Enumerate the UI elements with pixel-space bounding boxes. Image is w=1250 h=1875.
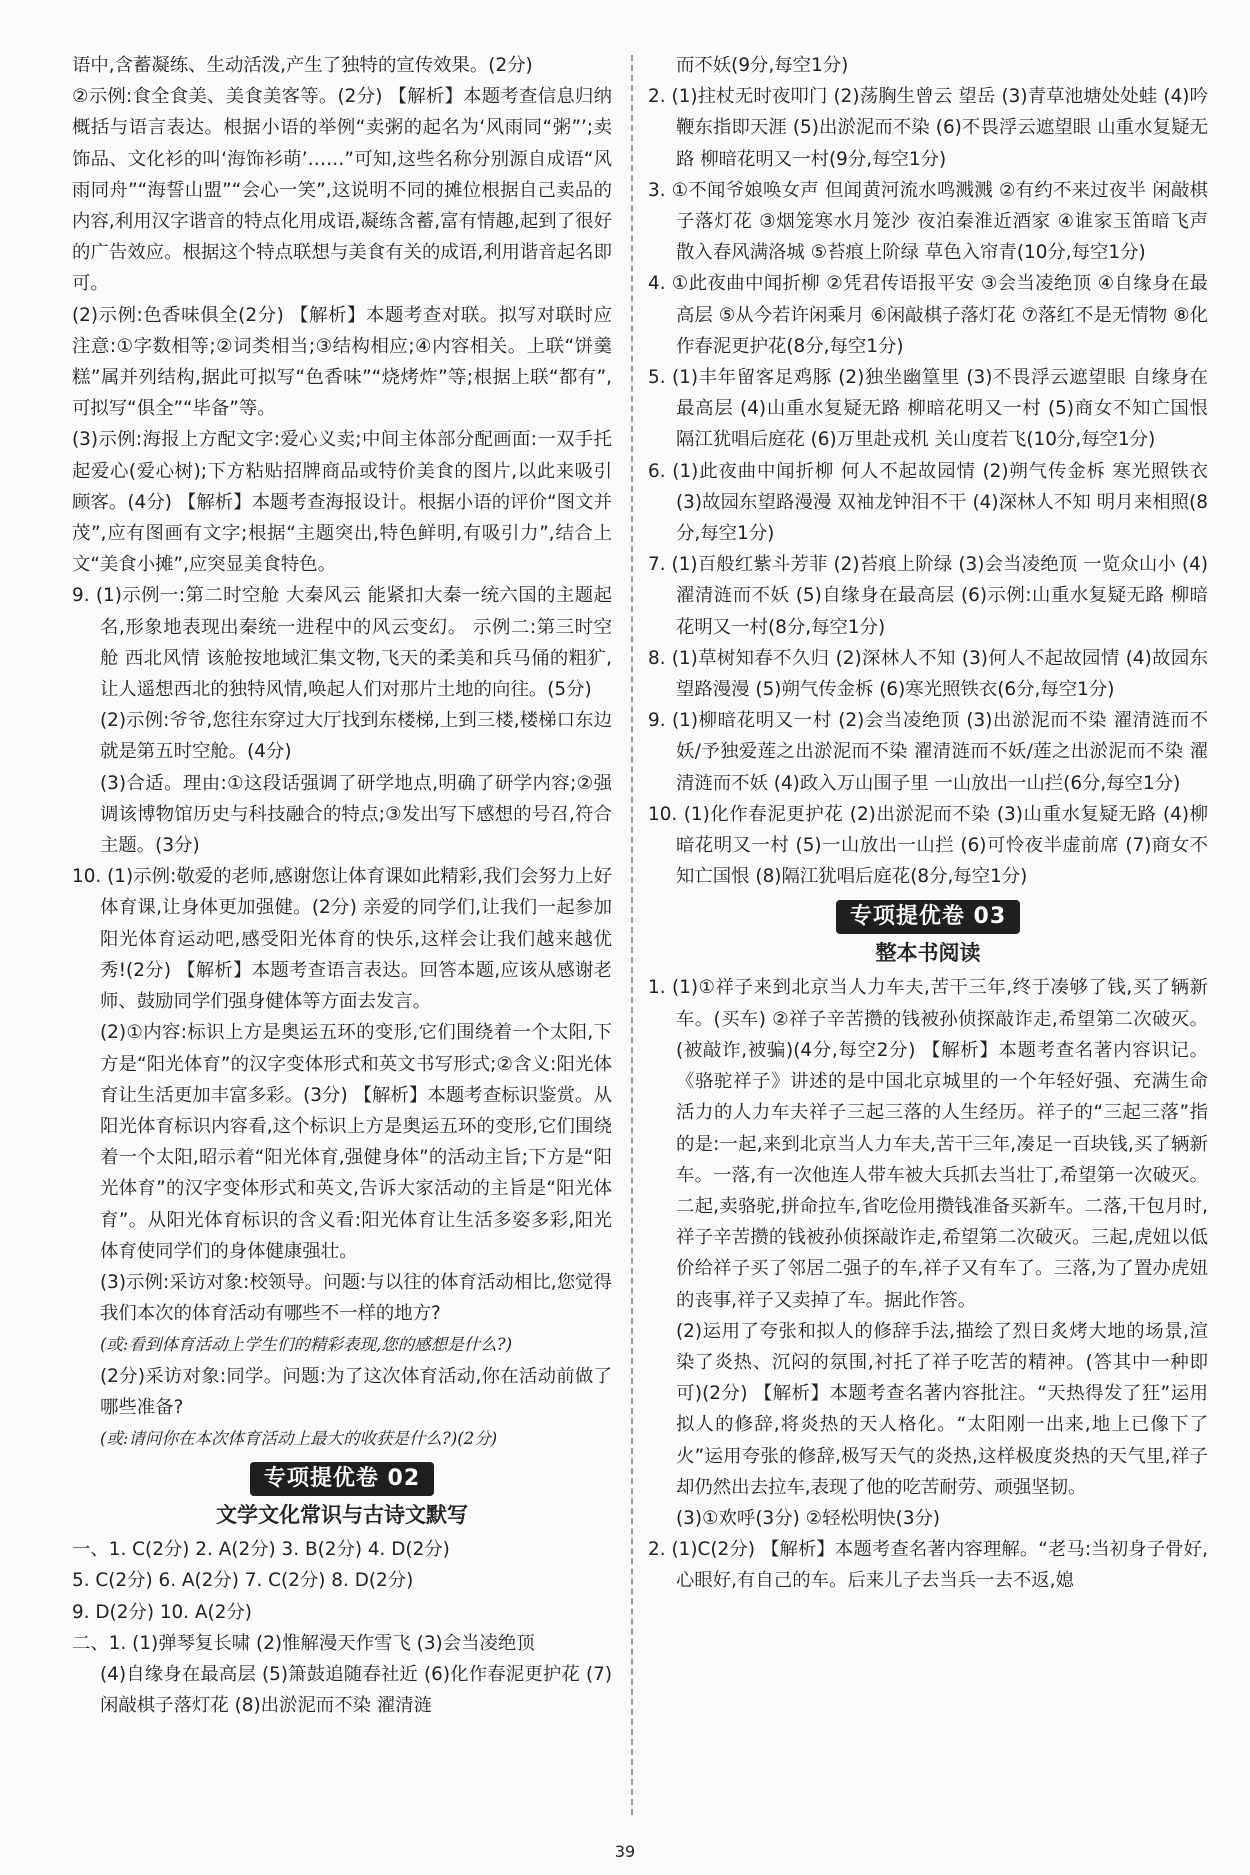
answer-paragraph: (2)①内容:标识上方是奥运五环的变形,它们围绕着一个太阳,下方是“阳光体育”的汉字变体形式和英文书写形式;②含义:阳光体育让生活更加丰富多彩。(3分) 【解析】本题考查标识鉴赏。从阳光体育标识内容看,这个标识上方是奥运五环的变形,它们围绕着一个太阳,昭示着“阳光体育,强健身体”的活动主旨;下方是“阳光体育”的汉字变体形式和英文,告诉大家活动的主旨是“阳光体育”。从阳光体育标识的含义看:阳光体育让生活多姿多彩,阳光体育使同学们的身体健康强壮。 [100,1022,612,1262]
column-divider [631,55,633,1815]
answer-paragraph: 9. (1)柳暗花明又一村 (2)会当凌绝顶 (3)出淤泥而不染 濯清涟而不妖/予独爱莲之出淤泥而不染 濯清涟而不妖/莲之出淤泥而不染 濯清涟而不妖 (4)政入万山围子里 一山放出一山拦(6分,每空1分) [648,710,1208,794]
answer-paragraph: 10. (1)化作春泥更护花 (2)出淤泥而不染 (3)山重水复疑无路 (4)柳暗花明又一村 (5)一山放出一山拦 (6)可怜夜半虚前席 (7)商女不知亡国恨 (8)隔江犹唱后庭花(8分,每空1分) [648,803,1208,888]
answer-paragraph: 8. (1)草树知春不久归 (2)深林人不知 (3)何人不起故园情 (4)故园东望路漫漫 (5)朔气传金柝 (6)寒光照铁衣(6分,每空1分) [648,647,1208,701]
section-03-answer-list [648,972,1208,1596]
section-02-banner: 专项提优卷 02 [250,1462,434,1496]
answer-paragraph: 二、1. (1)弹琴复长啸 (2)惟解漫天作雪飞 (3)会当凌绝顶 [72,1632,535,1654]
answer-paragraph: (3)示例:海报上方配文字:爱心义卖;中间主体部分配画面:一双手托起爱心(爱心树);下方粘贴招牌商品或特价美食的图片,以此来吸引顾客。(4分) 【解析】本题考查海报设计。根据小语的评价“图文并茂”,应有图画有文字;根据“主题突出,特色鲜明,有吸引力”,结合上文“美食小摊”,应突显美食特色。 [72,429,612,576]
answer-paragraph: 5. (1)丰年留客足鸡豚 (2)独坐幽篁里 (3)不畏浮云遮望眼 自缘身在最高层 (4)山重水复疑无路 柳暗花明又一村 (5)商女不知亡国恨 隔江犹唱后庭花 (6)万里赴戎机 关山度若飞(10分,每空1分) [648,367,1208,451]
answer-paragraph: (4)自缘身在最高层 (5)箫鼓追随春社近 (6)化作春泥更护花 (7)闲敲棋子落灯花 (8)出淤泥而不染 濯清涟 [100,1663,612,1717]
section-03-banner: 专项提优卷 03 [836,900,1020,934]
answer-paragraph: 而不妖(9分,每空1分) [676,55,849,76]
answer-paragraph: (2)示例:色香味俱全(2分) 【解析】本题考查对联。拟写对联时应注意:①字数相等;②词类相当;③结构相应;④内容相关。上联“饼羹糕”属并列结构,据此可拟写“色香味”“烧烤炸”等;根据上联“都有”,可拟写“俱全”“毕备”等。 [72,304,612,420]
answer-paragraph: 7. (1)百般红紫斗芳菲 (2)苔痕上阶绿 (3)会当凌绝顶 一览众山小 (4)濯清涟而不妖 (5)自缘身在最高层 (6)示例:山重水复疑无路 柳暗花明又一村(8分,每空1分) [648,554,1208,638]
answer-paragraph: (3)示例:采访对象:校领导。问题:与以往的体育活动相比,您觉得我们本次的体育活动有哪些不一样的地方? [100,1271,612,1325]
answer-paragraph: (3)①欢呼(3分) ②轻松明快(3分) [676,1507,941,1529]
answer-paragraph: (2)运用了夸张和拟人的修辞手法,描绘了烈日炙烤大地的场景,渲染了炎热、沉闷的氛围,衬托了祥子吃苦的精神。(答其中一种即可)(2分) 【解析】本题考查名著内容批注。“天热得发了狂”运用拟人的修辞,将炎热的天人格化。“太阳刚一出来,地上已像下了火”运用夸张的修辞,极写天气的炎热,这样极度炎热的天气里,祥子却仍然出去拉车,表现了他的吃苦耐劳、顽强坚韧。 [676,1320,1208,1498]
answer-paragraph: 4. ①此夜曲中闻折柳 ②凭君传语报平安 ③会当凌绝顶 ④自缘身在最高层 ⑤从今若许闲乘月 ⑥闲敲棋子落灯花 ⑦落红不是无情物 ⑧化作春泥更护花(8分,每空1分) [648,273,1208,357]
answer-paragraph: (或:看到体育活动上学生们的精彩表现,您的感想是什么?) [100,1335,513,1355]
answer-paragraph: 1. (1)①祥子来到北京当人力车夫,苦干三年,终于凑够了钱,买了辆新车。(买车) ②祥子辛苦攒的钱被孙侦探敲诈走,希望第二次破灭。(被敲诈,被骗)(4分,每空2分) 【解析】本题考查名著内容识记。《骆驼祥子》讲述的是中国北京城里的一个年轻好强、充满生命活力的人力车夫祥子三起三落的人生经历。祥子的“三起三落”指的是:一起,来到北京当人力车夫,苦干三年,凑足一百块钱,买了辆新车。一落,有一次他连人带车被大兵抓去当壮丁,希望第一次破灭。二起,卖骆驼,拼命拉车,省吃俭用攒钱准备买新车。二落,干包月时,祥子辛苦攒的钱被孙侦探敲诈走,希望第二次破灭。三起,虎妞以低价给祥子买了邻居二强子的车,祥子又有车了。三落,为了置办虎妞的丧事,祥子又卖掉了车。据此作答。 [648,977,1208,1311]
section-03-banner-wrap [648,900,1208,934]
left-column [72,50,612,1721]
answer-paragraph: (3)合适。理由:①这段话强调了研学地点,明确了研学内容;②强调该博物馆历史与科技融合的特点;③发出写下感想的号召,符合主题。(3分) [100,772,612,857]
answer-paragraph: (2)示例:爷爷,您往东穿过大厅找到东楼梯,上到三楼,楼梯口东边就是第五时空舱。(4分) [100,710,612,763]
section-02-banner-wrap [72,1462,612,1496]
section-03-title: 整本书阅读 [875,941,981,966]
answer-paragraph: (2分)采访对象:同学。问题:为了这次体育活动,你在活动前做了哪些准备? [100,1365,612,1418]
answer-paragraph: 9. (1)示例一:第二时空舱 大秦风云 能紧扣大秦一统六国的主题起名,形象地表现出秦统一进程中的风云变幻。 示例二:第三时空舱 西北风情 该舱按地域汇集文物,飞天的柔美和兵马俑的粗犷,让人遥想西北的独特风情,唤起人们对那片土地的向往。(5分) [72,585,612,701]
answer-paragraph: (或:请问你在本次体育活动上最大的收获是什么?)(2分) [100,1428,498,1448]
answer-paragraph: 2. (1)拄杖无时夜叩门 (2)荡胸生曾云 望岳 (3)青草池塘处处蛙 (4)吟鞭东指即天涯 (5)出淤泥而不染 (6)不畏浮云遮望眼 山重水复疑无路 柳暗花明又一村(9分,每空1分) [648,86,1208,170]
answer-paragraph: ②示例:食全食美、美食美客等。(2分) 【解析】本题考查信息归纳概括与语言表达。根据小语的举例“卖粥的起名为‘风雨同“粥”’;卖饰品、文化衫的叫‘海饰衫萌’……”可知,这些名称分别源自成语“风雨同舟”“海誓山盟”“会心一笑”,这说明不同的摊位根据自己卖品的内容,利用汉字谐音的特点化用成语,凝练含蓄,富有情趣,起到了很好的广告效应。根据这个特点联想与美食有关的成语,利用谐音起名即可。 [72,86,612,295]
section-02-answer-list [72,1534,612,1721]
page-number: 39 [614,1842,636,1861]
answer-paragraph: 9. D(2分) 10. A(2分) [72,1601,252,1623]
answer-paragraph: 语中,含蓄凝练、生动活泼,产生了独特的宣传效果。(2分) [72,55,533,76]
left-answer-list [72,50,612,1454]
answer-paragraph: 2. (1)C(2分) 【解析】本题考查名著内容理解。“老马:当初身子骨好,心眼好,有自己的车。后来儿子去当兵一去不返,媳 [648,1539,1208,1592]
answer-paragraph: 3. ①不闻爷娘唤女声 但闻黄河流水鸣溅溅 ②有约不来过夜半 闲敲棋子落灯花 ③烟笼寒水月笼沙 夜泊秦淮近酒家 ④谁家玉笛暗飞声 散入春风满洛城 ⑤苔痕上阶绿 草色入帘青(10分,每空1分) [648,179,1208,264]
section-02-title: 文学文化常识与古诗文默写 [216,1503,468,1528]
answer-paragraph: 一、1. C(2分) 2. A(2分) 3. B(2分) 4. D(2分) [72,1539,450,1561]
answer-paragraph: 10. (1)示例:敬爱的老师,感谢您让体育课如此精彩,我们会努力上好体育课,让身体更加强健。(2分) 亲爱的同学们,让我们一起参加阳光体育运动吧,感受阳光体育的快乐,这样会让我们越来越优秀!(2分) 【解析】本题考查语言表达。回答本题,应该从感谢老师、鼓励同学们强身健体等方面去发言。 [72,866,612,1013]
right-column [648,50,1208,1597]
answer-paragraph: 5. C(2分) 6. A(2分) 7. C(2分) 8. D(2分) [72,1570,414,1592]
right-answer-list [648,50,1208,892]
answer-paragraph: 6. (1)此夜曲中闻折柳 何人不起故园情 (2)朔气传金柝 寒光照铁衣 (3)故园东望路漫漫 双袖龙钟泪不干 (4)深林人不知 明月来相照(8分,每空1分) [648,460,1208,545]
